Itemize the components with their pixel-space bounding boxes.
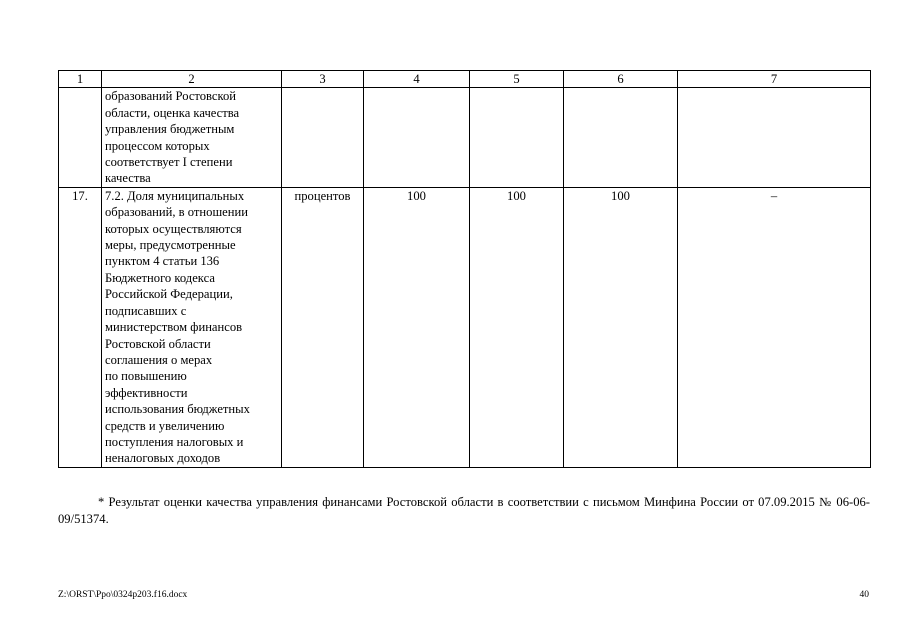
header-col-7: 7: [678, 71, 871, 88]
header-col-6: 6: [564, 71, 678, 88]
row-number-cell: [59, 88, 102, 187]
header-col-1: 1: [59, 71, 102, 88]
indicator-name-cell: 7.2. Доля муниципальных образований, в отношении которых осуществляются меры, предусмотренные пунктом 4 статьи 136 Бюджетного кодекса Российской Федерации, подписавших с министерством финансов Ростовской области соглашения о мерах по повышению эффективности использования бюджетных средств и увеличению поступления налоговых и неналоговых доходов: [102, 187, 282, 467]
value-col-7-cell: –: [678, 187, 871, 467]
value-col-5-cell: 100: [470, 187, 564, 467]
header-col-5: 5: [470, 71, 564, 88]
value-col-5-cell: [470, 88, 564, 187]
value-col-4-cell: [364, 88, 470, 187]
value-col-7-cell: [678, 88, 871, 187]
value-col-6-cell: [564, 88, 678, 187]
header-row: [59, 71, 871, 88]
footnote-text: * Результат оценки качества управления финансами Ростовской области в соответствии с письмом Минфина России от 07.09.2015 № 06-06-09/51374.: [58, 495, 870, 526]
page-number: 40: [859, 590, 869, 600]
value-col-6-cell: 100: [564, 187, 678, 467]
table-row-17: [59, 187, 871, 467]
unit-cell: [282, 88, 364, 187]
footer-file-path: Z:\ORST\Ppo\0324p203.f16.docx: [58, 590, 188, 600]
value-col-4-cell: 100: [364, 187, 470, 467]
header-col-4: 4: [364, 71, 470, 88]
header-col-2: 2: [102, 71, 282, 88]
unit-cell: процентов: [282, 187, 364, 467]
indicator-name-cell: образований Ростовской области, оценка качества управления бюджетным процессом которых соответствует I степени качества: [102, 88, 282, 187]
table-row-continuation: [59, 88, 871, 187]
footnote: [58, 494, 870, 528]
indicators-table: [58, 70, 871, 468]
header-col-3: 3: [282, 71, 364, 88]
row-number-cell: 17.: [59, 187, 102, 467]
